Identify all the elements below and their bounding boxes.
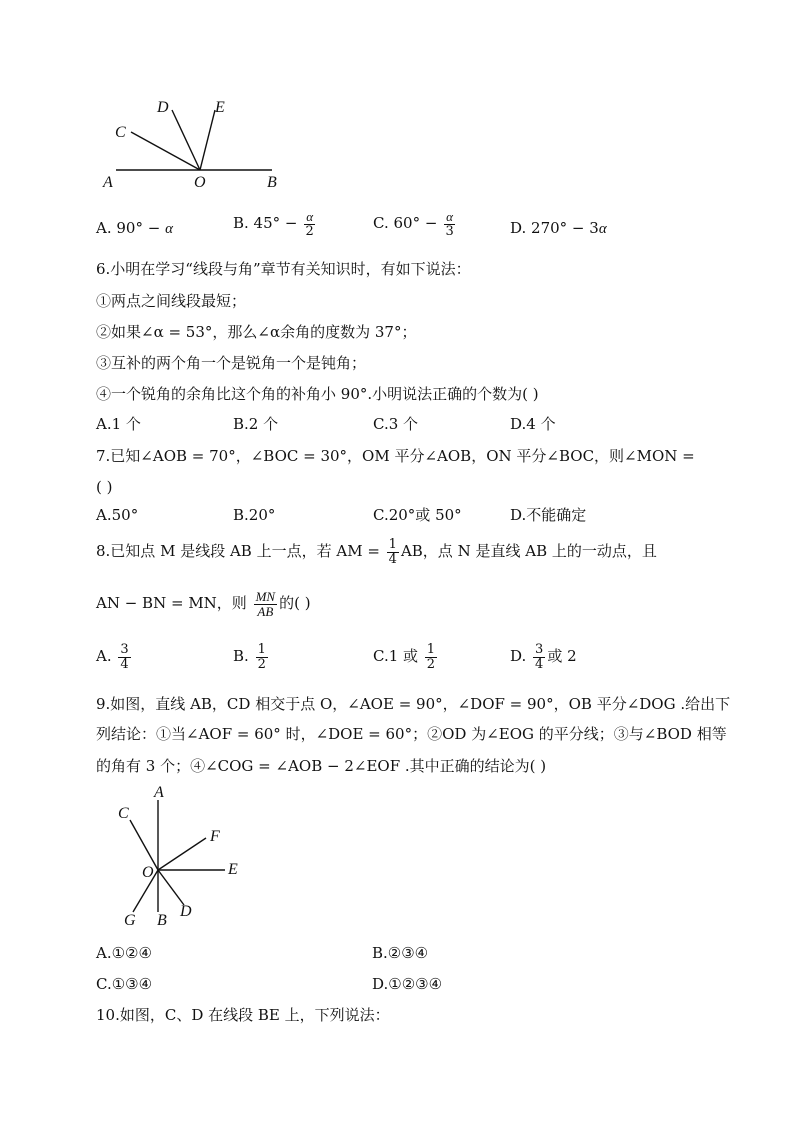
- point-label-a: A: [103, 174, 113, 191]
- q6-option-a[interactable]: A.1 个: [96, 415, 141, 433]
- q8-option-c[interactable]: C.1 或 $\frac{1}{2}$: [373, 642, 436, 672]
- q5-option-b[interactable]: B. 45° − $\frac{\alpha}{2}$: [233, 209, 314, 239]
- q5-option-c[interactable]: C. 60° − $\frac{\alpha}{3}$: [373, 209, 454, 239]
- q7-option-d[interactable]: D.不能确定: [510, 506, 587, 524]
- q6-statement-2: ②如果∠α = 53°，那么∠α余角的度数为 37°；: [96, 323, 417, 341]
- q9-option-a[interactable]: A.①②④: [96, 944, 152, 962]
- point-label-c: C: [115, 124, 126, 141]
- q8-option-b[interactable]: B. $\frac{1}{2}$: [233, 642, 266, 672]
- fig2-label-c: C: [118, 805, 129, 822]
- q7-option-c[interactable]: C.20°或 50°: [373, 506, 462, 524]
- q8-stem-line2: AN − BN = MN，则 $\frac{MN}{AB}$ 的( ): [96, 589, 311, 619]
- q9-stem-line1: 9.如图，直线 AB，CD 相交于点 O，∠AOE = 90°，∠DOF = 90°，OB 平分∠DOG .给出下: [96, 695, 731, 713]
- q7-option-a[interactable]: A.50°: [96, 506, 139, 524]
- fig2-label-a: A: [154, 784, 164, 801]
- q6-stem: 6.小明在学习“线段与角”章节有关知识时，有如下说法：: [96, 260, 471, 278]
- q9-stem-line2: 列结论：①当∠AOF = 60° 时，∠DOE = 60°；②OD 为∠EOG 的平分线；③与∠BOD 相等: [96, 725, 727, 743]
- fig2-label-d: D: [180, 903, 192, 920]
- q7-answer-paren: ( ): [96, 478, 113, 496]
- fig2-label-e: E: [228, 861, 238, 878]
- point-label-o: O: [194, 174, 206, 191]
- q8-stem: 8.已知点 M 是线段 AB 上一点，若 AM = $\frac{1}{4}$ AB，点 N 是直线 AB 上的一动点，且: [96, 537, 657, 567]
- q5-option-a[interactable]: A. 90° − α: [96, 219, 173, 237]
- q10-stem: 10.如图，C、D 在线段 BE 上，下列说法：: [96, 1006, 390, 1024]
- q6-statement-4: ④一个锐角的余角比这个角的补角小 90°.小明说法正确的个数为( ): [96, 385, 539, 403]
- point-label-b: B: [267, 174, 277, 191]
- q5-option-d[interactable]: D. 270° − 3α: [510, 219, 607, 237]
- q9-option-c[interactable]: C.①③④: [96, 975, 153, 993]
- q6-option-d[interactable]: D.4 个: [510, 415, 556, 433]
- q9-option-d[interactable]: D.①②③④: [372, 975, 443, 993]
- q6-statement-3: ③互补的两个角一个是锐角一个是钝角；: [96, 354, 367, 372]
- q6-option-c[interactable]: C.3 个: [373, 415, 419, 433]
- fig2-label-b: B: [157, 912, 167, 929]
- point-label-d: D: [157, 99, 169, 116]
- q8-option-a[interactable]: A. $\frac{3}{4}$: [96, 642, 129, 672]
- q9-option-b[interactable]: B.②③④: [372, 944, 429, 962]
- q8-option-d[interactable]: D. $\frac{3}{4}$ 或 2: [510, 642, 577, 672]
- q7-option-b[interactable]: B.20°: [233, 506, 276, 524]
- q6-option-b[interactable]: B.2 个: [233, 415, 279, 433]
- q6-statement-1: ①两点之间线段最短；: [96, 292, 247, 310]
- fig2-label-f: F: [210, 828, 220, 845]
- q9-stem-line3: 的角有 3 个；④∠COG = ∠AOB − 2∠EOF .其中正确的结论为( ): [96, 757, 547, 775]
- fig2-label-g: G: [124, 912, 136, 929]
- fig2-label-o: O: [142, 864, 154, 881]
- point-label-e: E: [215, 99, 225, 116]
- q7-stem: 7.已知∠AOB = 70°，∠BOC = 30°，OM 平分∠AOB，ON 平分∠BOC，则∠MON =: [96, 447, 695, 465]
